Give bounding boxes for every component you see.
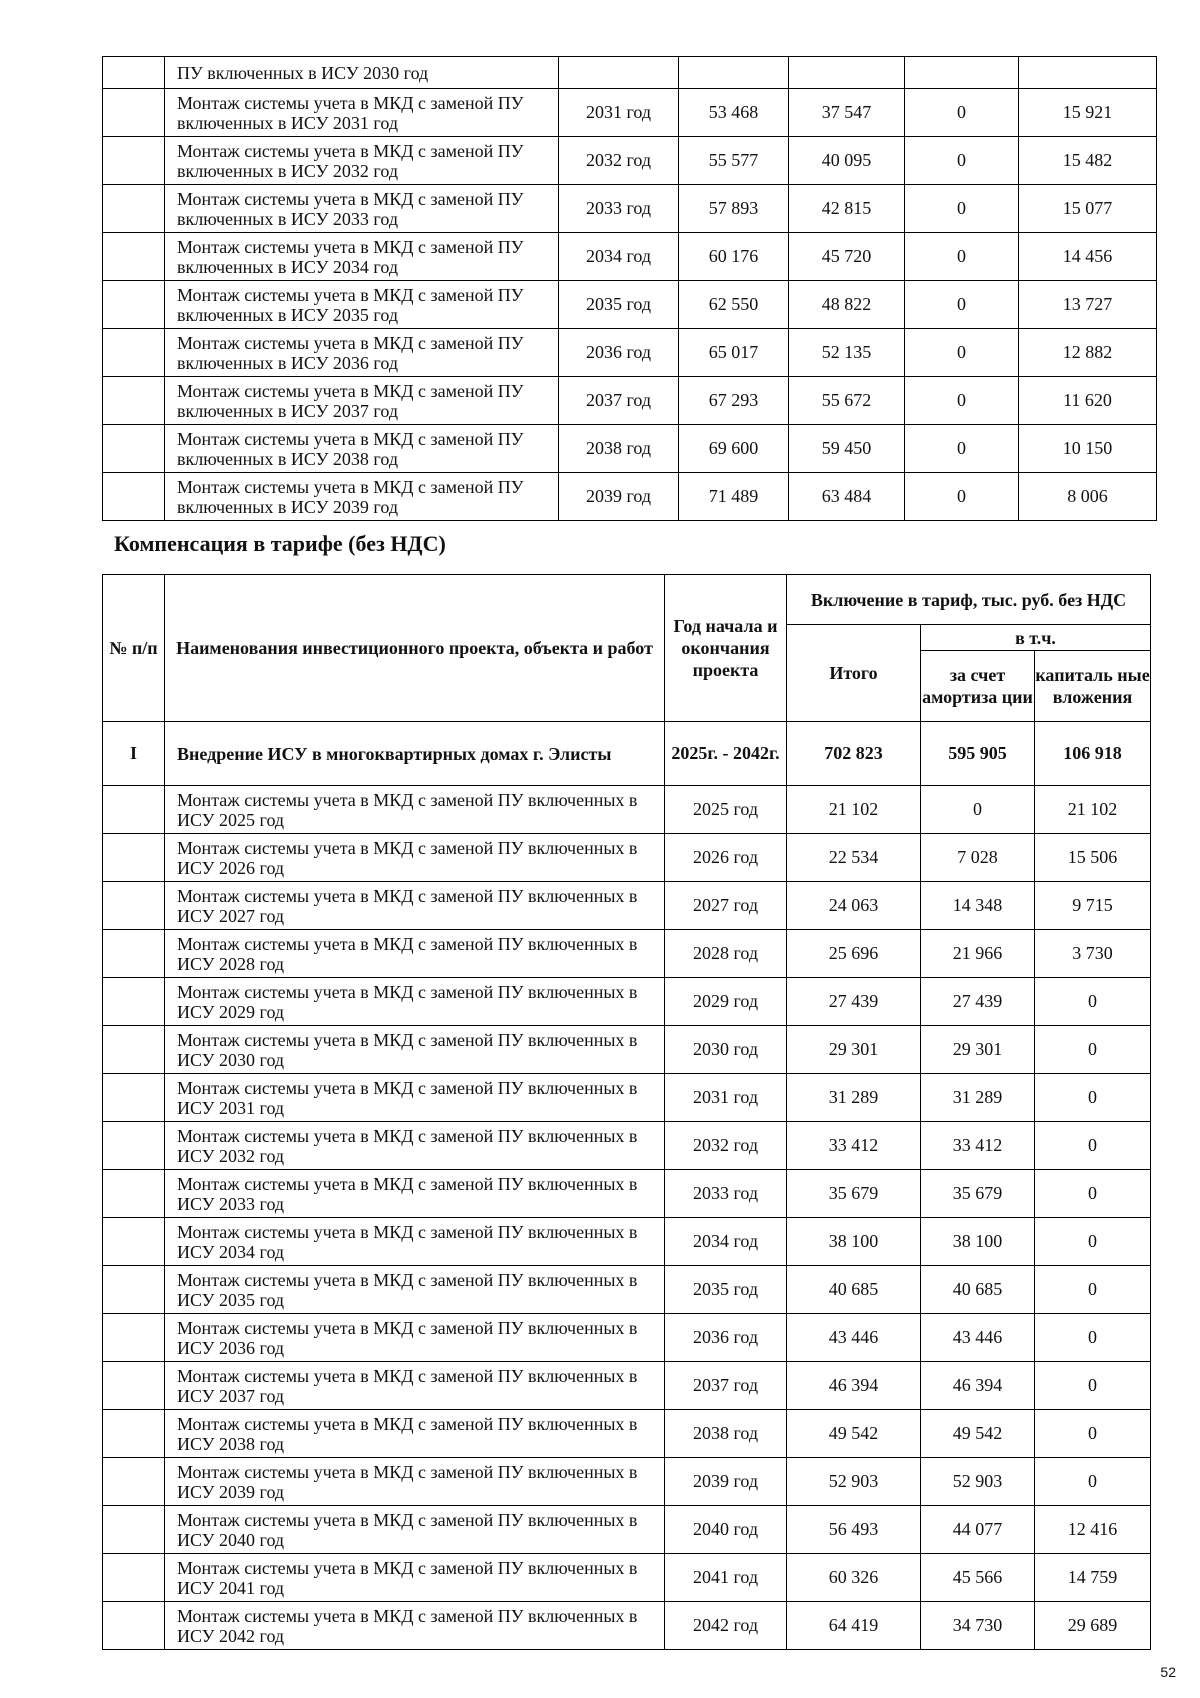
row-amortization: 44 077 <box>921 1506 1035 1554</box>
row-value-4: 11 620 <box>1019 377 1157 425</box>
row-amortization: 29 301 <box>921 1026 1035 1074</box>
row-description: Монтаж системы учета в МКД с заменой ПУ включенных в ИСУ 2029 год <box>165 978 665 1026</box>
table-row <box>103 1266 1151 1314</box>
row-total: 43 446 <box>787 1314 921 1362</box>
row-total: 52 903 <box>787 1458 921 1506</box>
col-header-years: Год начала и окончания проекта <box>665 575 787 722</box>
table-row <box>103 89 1157 137</box>
table-row <box>103 978 1151 1026</box>
row-capital: 9 715 <box>1035 882 1151 930</box>
col-header-total: Итого <box>787 625 921 722</box>
row-value-2: 59 450 <box>789 425 905 473</box>
row-total: 31 289 <box>787 1074 921 1122</box>
table-row <box>103 137 1157 185</box>
row-total: 49 542 <box>787 1410 921 1458</box>
row-year: 2035 год <box>665 1266 787 1314</box>
row-year: 2039 год <box>665 1458 787 1506</box>
row-value-2: 45 720 <box>789 233 905 281</box>
row-value-3: 0 <box>905 89 1019 137</box>
row-amortization: 38 100 <box>921 1218 1035 1266</box>
row-description: Монтаж системы учета в МКД с заменой ПУ включенных в ИСУ 2030 год <box>165 1026 665 1074</box>
row-year: 2041 год <box>665 1554 787 1602</box>
row-description: Монтаж системы учета в МКД с заменой ПУ включенных в ИСУ 2039 год <box>165 1458 665 1506</box>
row-capital: 21 102 <box>1035 786 1151 834</box>
row-value-4: 15 482 <box>1019 137 1157 185</box>
row-capital: 12 416 <box>1035 1506 1151 1554</box>
col-header-amortization: за счет амортиза ции <box>921 651 1035 722</box>
row-capital: 0 <box>1035 1314 1151 1362</box>
row-year: 2031 год <box>559 89 679 137</box>
table-row <box>103 329 1157 377</box>
table-row <box>103 57 1157 89</box>
row-capital: 0 <box>1035 978 1151 1026</box>
row-description: Монтаж системы учета в МКД с заменой ПУ включенных в ИСУ 2025 год <box>165 786 665 834</box>
row-description: ПУ включенных в ИСУ 2030 год <box>165 57 559 89</box>
row-num-cell <box>103 1458 165 1506</box>
row-description: Монтаж системы учета в МКД с заменой ПУ включенных в ИСУ 2033 год <box>165 1170 665 1218</box>
table-row <box>103 1122 1151 1170</box>
row-total: 25 696 <box>787 930 921 978</box>
row-total: 60 326 <box>787 1554 921 1602</box>
section-capital: 106 918 <box>1035 722 1151 786</box>
table-row <box>103 1602 1151 1650</box>
table-row <box>103 233 1157 281</box>
row-capital: 0 <box>1035 1362 1151 1410</box>
row-num-cell <box>103 89 165 137</box>
row-description: Монтаж системы учета в МКД с заменой ПУ включенных в ИСУ 2031 год <box>165 89 559 137</box>
row-amortization: 33 412 <box>921 1122 1035 1170</box>
row-value-3: 0 <box>905 137 1019 185</box>
row-description: Монтаж системы учета в МКД с заменой ПУ включенных в ИСУ 2033 год <box>165 185 559 233</box>
section-amortization: 595 905 <box>921 722 1035 786</box>
row-amortization: 45 566 <box>921 1554 1035 1602</box>
section-total: 702 823 <box>787 722 921 786</box>
row-num-cell <box>103 1122 165 1170</box>
table-row <box>103 1026 1151 1074</box>
header-row <box>103 575 1151 625</box>
col-header-name: Наименования инвестиционного проекта, объекта и работ <box>165 575 665 722</box>
table-row <box>103 185 1157 233</box>
row-num-cell <box>103 473 165 521</box>
row-description: Монтаж системы учета в МКД с заменой ПУ включенных в ИСУ 2038 год <box>165 425 559 473</box>
row-capital: 0 <box>1035 1026 1151 1074</box>
row-capital: 0 <box>1035 1410 1151 1458</box>
row-value-3: 0 <box>905 233 1019 281</box>
row-amortization: 52 903 <box>921 1458 1035 1506</box>
row-year: 2028 год <box>665 930 787 978</box>
row-description: Монтаж системы учета в МКД с заменой ПУ включенных в ИСУ 2035 год <box>165 281 559 329</box>
row-num-cell <box>103 1026 165 1074</box>
row-description: Монтаж системы учета в МКД с заменой ПУ включенных в ИСУ 2034 год <box>165 233 559 281</box>
row-value-3: 0 <box>905 329 1019 377</box>
table-row <box>103 1314 1151 1362</box>
row-year: 2032 год <box>559 137 679 185</box>
row-description: Монтаж системы учета в МКД с заменой ПУ включенных в ИСУ 2028 год <box>165 930 665 978</box>
row-num-cell <box>103 786 165 834</box>
page-number: 52 <box>1160 1664 1176 1680</box>
row-value-3: 0 <box>905 185 1019 233</box>
row-description: Монтаж системы учета в МКД с заменой ПУ включенных в ИСУ 2039 год <box>165 473 559 521</box>
row-total: 24 063 <box>787 882 921 930</box>
row-year: 2029 год <box>665 978 787 1026</box>
section-heading: Компенсация в тарифе (без НДС) <box>114 531 446 556</box>
row-value-4: 15 077 <box>1019 185 1157 233</box>
row-total: 46 394 <box>787 1362 921 1410</box>
row-year: 2033 год <box>665 1170 787 1218</box>
row-value-3: 0 <box>905 377 1019 425</box>
row-total: 29 301 <box>787 1026 921 1074</box>
row-value-2: 37 547 <box>789 89 905 137</box>
row-num-cell <box>103 329 165 377</box>
row-num-cell <box>103 1314 165 1362</box>
row-description: Монтаж системы учета в МКД с заменой ПУ включенных в ИСУ 2032 год <box>165 137 559 185</box>
row-value-total: 69 600 <box>679 425 789 473</box>
row-description: Монтаж системы учета в МКД с заменой ПУ включенных в ИСУ 2038 год <box>165 1410 665 1458</box>
tariff-compensation-table <box>102 574 1151 1650</box>
row-value-total: 67 293 <box>679 377 789 425</box>
row-year: 2026 год <box>665 834 787 882</box>
row-year: 2038 год <box>559 425 679 473</box>
row-year: 2039 год <box>559 473 679 521</box>
row-value-2: 63 484 <box>789 473 905 521</box>
row-capital: 0 <box>1035 1074 1151 1122</box>
row-capital: 0 <box>1035 1170 1151 1218</box>
row-total: 22 534 <box>787 834 921 882</box>
row-num-cell <box>103 930 165 978</box>
row-year: 2037 год <box>559 377 679 425</box>
row-value-4: 13 727 <box>1019 281 1157 329</box>
row-year: 2037 год <box>665 1362 787 1410</box>
row-capital: 0 <box>1035 1122 1151 1170</box>
row-num-cell <box>103 137 165 185</box>
table-row <box>103 1410 1151 1458</box>
row-amortization: 0 <box>921 786 1035 834</box>
row-value-4: 8 006 <box>1019 473 1157 521</box>
row-total: 27 439 <box>787 978 921 1026</box>
row-total: 33 412 <box>787 1122 921 1170</box>
row-value-total: 55 577 <box>679 137 789 185</box>
row-year: 2038 год <box>665 1410 787 1458</box>
row-year: 2034 год <box>559 233 679 281</box>
row-value-2: 48 822 <box>789 281 905 329</box>
row-value-2: 52 135 <box>789 329 905 377</box>
row-description: Монтаж системы учета в МКД с заменой ПУ включенных в ИСУ 2036 год <box>165 329 559 377</box>
row-num-cell <box>103 233 165 281</box>
table-row <box>103 473 1157 521</box>
row-description: Монтаж системы учета в МКД с заменой ПУ включенных в ИСУ 2034 год <box>165 1218 665 1266</box>
row-year: 2025 год <box>665 786 787 834</box>
table-row <box>103 834 1151 882</box>
row-num-cell <box>103 185 165 233</box>
row-amortization: 14 348 <box>921 882 1035 930</box>
row-num-cell <box>103 1266 165 1314</box>
table-row <box>103 882 1151 930</box>
row-value-total: 71 489 <box>679 473 789 521</box>
row-total: 56 493 <box>787 1506 921 1554</box>
row-value-total: 65 017 <box>679 329 789 377</box>
table-row <box>103 1170 1151 1218</box>
table-row <box>103 281 1157 329</box>
row-amortization: 43 446 <box>921 1314 1035 1362</box>
row-num-cell <box>103 1602 165 1650</box>
row-total: 40 685 <box>787 1266 921 1314</box>
row-value-2: 40 095 <box>789 137 905 185</box>
row-description: Монтаж системы учета в МКД с заменой ПУ включенных в ИСУ 2027 год <box>165 882 665 930</box>
row-num-cell <box>103 1554 165 1602</box>
row-num-cell <box>103 1506 165 1554</box>
row-amortization: 40 685 <box>921 1266 1035 1314</box>
row-total: 64 419 <box>787 1602 921 1650</box>
row-description: Монтаж системы учета в МКД с заменой ПУ включенных в ИСУ 2031 год <box>165 1074 665 1122</box>
row-year: 2035 год <box>559 281 679 329</box>
section-row <box>103 722 1151 786</box>
row-total: 21 102 <box>787 786 921 834</box>
row-amortization: 49 542 <box>921 1410 1035 1458</box>
table-row <box>103 930 1151 978</box>
row-value-2: 42 815 <box>789 185 905 233</box>
investment-table-continued <box>102 56 1157 521</box>
row-value-total: 57 893 <box>679 185 789 233</box>
row-total: 35 679 <box>787 1170 921 1218</box>
row-year: 2027 год <box>665 882 787 930</box>
row-year: 2030 год <box>665 1026 787 1074</box>
row-value-4: 10 150 <box>1019 425 1157 473</box>
table-row <box>103 1554 1151 1602</box>
row-description: Монтаж системы учета в МКД с заменой ПУ включенных в ИСУ 2041 год <box>165 1554 665 1602</box>
row-value-3: 0 <box>905 281 1019 329</box>
row-year: 2036 год <box>559 329 679 377</box>
row-amortization: 35 679 <box>921 1170 1035 1218</box>
row-year: 2031 год <box>665 1074 787 1122</box>
row-description: Монтаж системы учета в МКД с заменой ПУ включенных в ИСУ 2037 год <box>165 377 559 425</box>
row-year: 2036 год <box>665 1314 787 1362</box>
row-amortization: 31 289 <box>921 1074 1035 1122</box>
row-amortization: 7 028 <box>921 834 1035 882</box>
row-total: 38 100 <box>787 1218 921 1266</box>
row-capital: 0 <box>1035 1458 1151 1506</box>
col-header-inclusion: Включение в тариф, тыс. руб. без НДС <box>787 575 1151 625</box>
row-year: 2040 год <box>665 1506 787 1554</box>
row-value-2: 55 672 <box>789 377 905 425</box>
table-row <box>103 786 1151 834</box>
row-num-cell <box>103 978 165 1026</box>
row-year: 2042 год <box>665 1602 787 1650</box>
row-amortization: 27 439 <box>921 978 1035 1026</box>
row-num-cell <box>103 1410 165 1458</box>
row-num-cell <box>103 281 165 329</box>
row-num-cell <box>103 377 165 425</box>
row-description: Монтаж системы учета в МКД с заменой ПУ включенных в ИСУ 2036 год <box>165 1314 665 1362</box>
row-value-4: 14 456 <box>1019 233 1157 281</box>
row-num-cell <box>103 1362 165 1410</box>
row-num-cell <box>103 882 165 930</box>
row-year: 2034 год <box>665 1218 787 1266</box>
row-value-total: 60 176 <box>679 233 789 281</box>
row-description: Монтаж системы учета в МКД с заменой ПУ включенных в ИСУ 2032 год <box>165 1122 665 1170</box>
row-capital: 15 506 <box>1035 834 1151 882</box>
row-value-3: 0 <box>905 425 1019 473</box>
col-header-capital: капиталь ные вложения <box>1035 651 1151 722</box>
row-amortization: 21 966 <box>921 930 1035 978</box>
col-header-incl: в т.ч. <box>921 625 1151 651</box>
row-capital: 0 <box>1035 1218 1151 1266</box>
row-value-total: 62 550 <box>679 281 789 329</box>
row-value-3: 0 <box>905 473 1019 521</box>
section-num: I <box>103 722 165 786</box>
row-value-4: 12 882 <box>1019 329 1157 377</box>
row-year: 2032 год <box>665 1122 787 1170</box>
row-description: Монтаж системы учета в МКД с заменой ПУ включенных в ИСУ 2026 год <box>165 834 665 882</box>
row-capital: 14 759 <box>1035 1554 1151 1602</box>
row-year: 2033 год <box>559 185 679 233</box>
table-row <box>103 1362 1151 1410</box>
row-amortization: 46 394 <box>921 1362 1035 1410</box>
row-num-cell <box>103 1074 165 1122</box>
row-description: Монтаж системы учета в МКД с заменой ПУ включенных в ИСУ 2035 год <box>165 1266 665 1314</box>
table-row <box>103 1506 1151 1554</box>
section-years: 2025г. - 2042г. <box>665 722 787 786</box>
row-description: Монтаж системы учета в МКД с заменой ПУ включенных в ИСУ 2040 год <box>165 1506 665 1554</box>
row-num-cell <box>103 425 165 473</box>
row-value-total: 53 468 <box>679 89 789 137</box>
col-header-num: № п/п <box>103 575 165 722</box>
row-capital: 0 <box>1035 1266 1151 1314</box>
row-num-cell <box>103 1218 165 1266</box>
row-description: Монтаж системы учета в МКД с заменой ПУ включенных в ИСУ 2042 год <box>165 1602 665 1650</box>
row-value-4: 15 921 <box>1019 89 1157 137</box>
section-name: Внедрение ИСУ в многоквартирных домах г. Элисты <box>165 722 665 786</box>
row-capital: 29 689 <box>1035 1602 1151 1650</box>
row-description: Монтаж системы учета в МКД с заменой ПУ включенных в ИСУ 2037 год <box>165 1362 665 1410</box>
row-num-cell <box>103 834 165 882</box>
table-row <box>103 1218 1151 1266</box>
table-row <box>103 1458 1151 1506</box>
row-capital: 3 730 <box>1035 930 1151 978</box>
row-amortization: 34 730 <box>921 1602 1035 1650</box>
table-row <box>103 425 1157 473</box>
row-num-cell <box>103 1170 165 1218</box>
table-row <box>103 377 1157 425</box>
table-row <box>103 1074 1151 1122</box>
